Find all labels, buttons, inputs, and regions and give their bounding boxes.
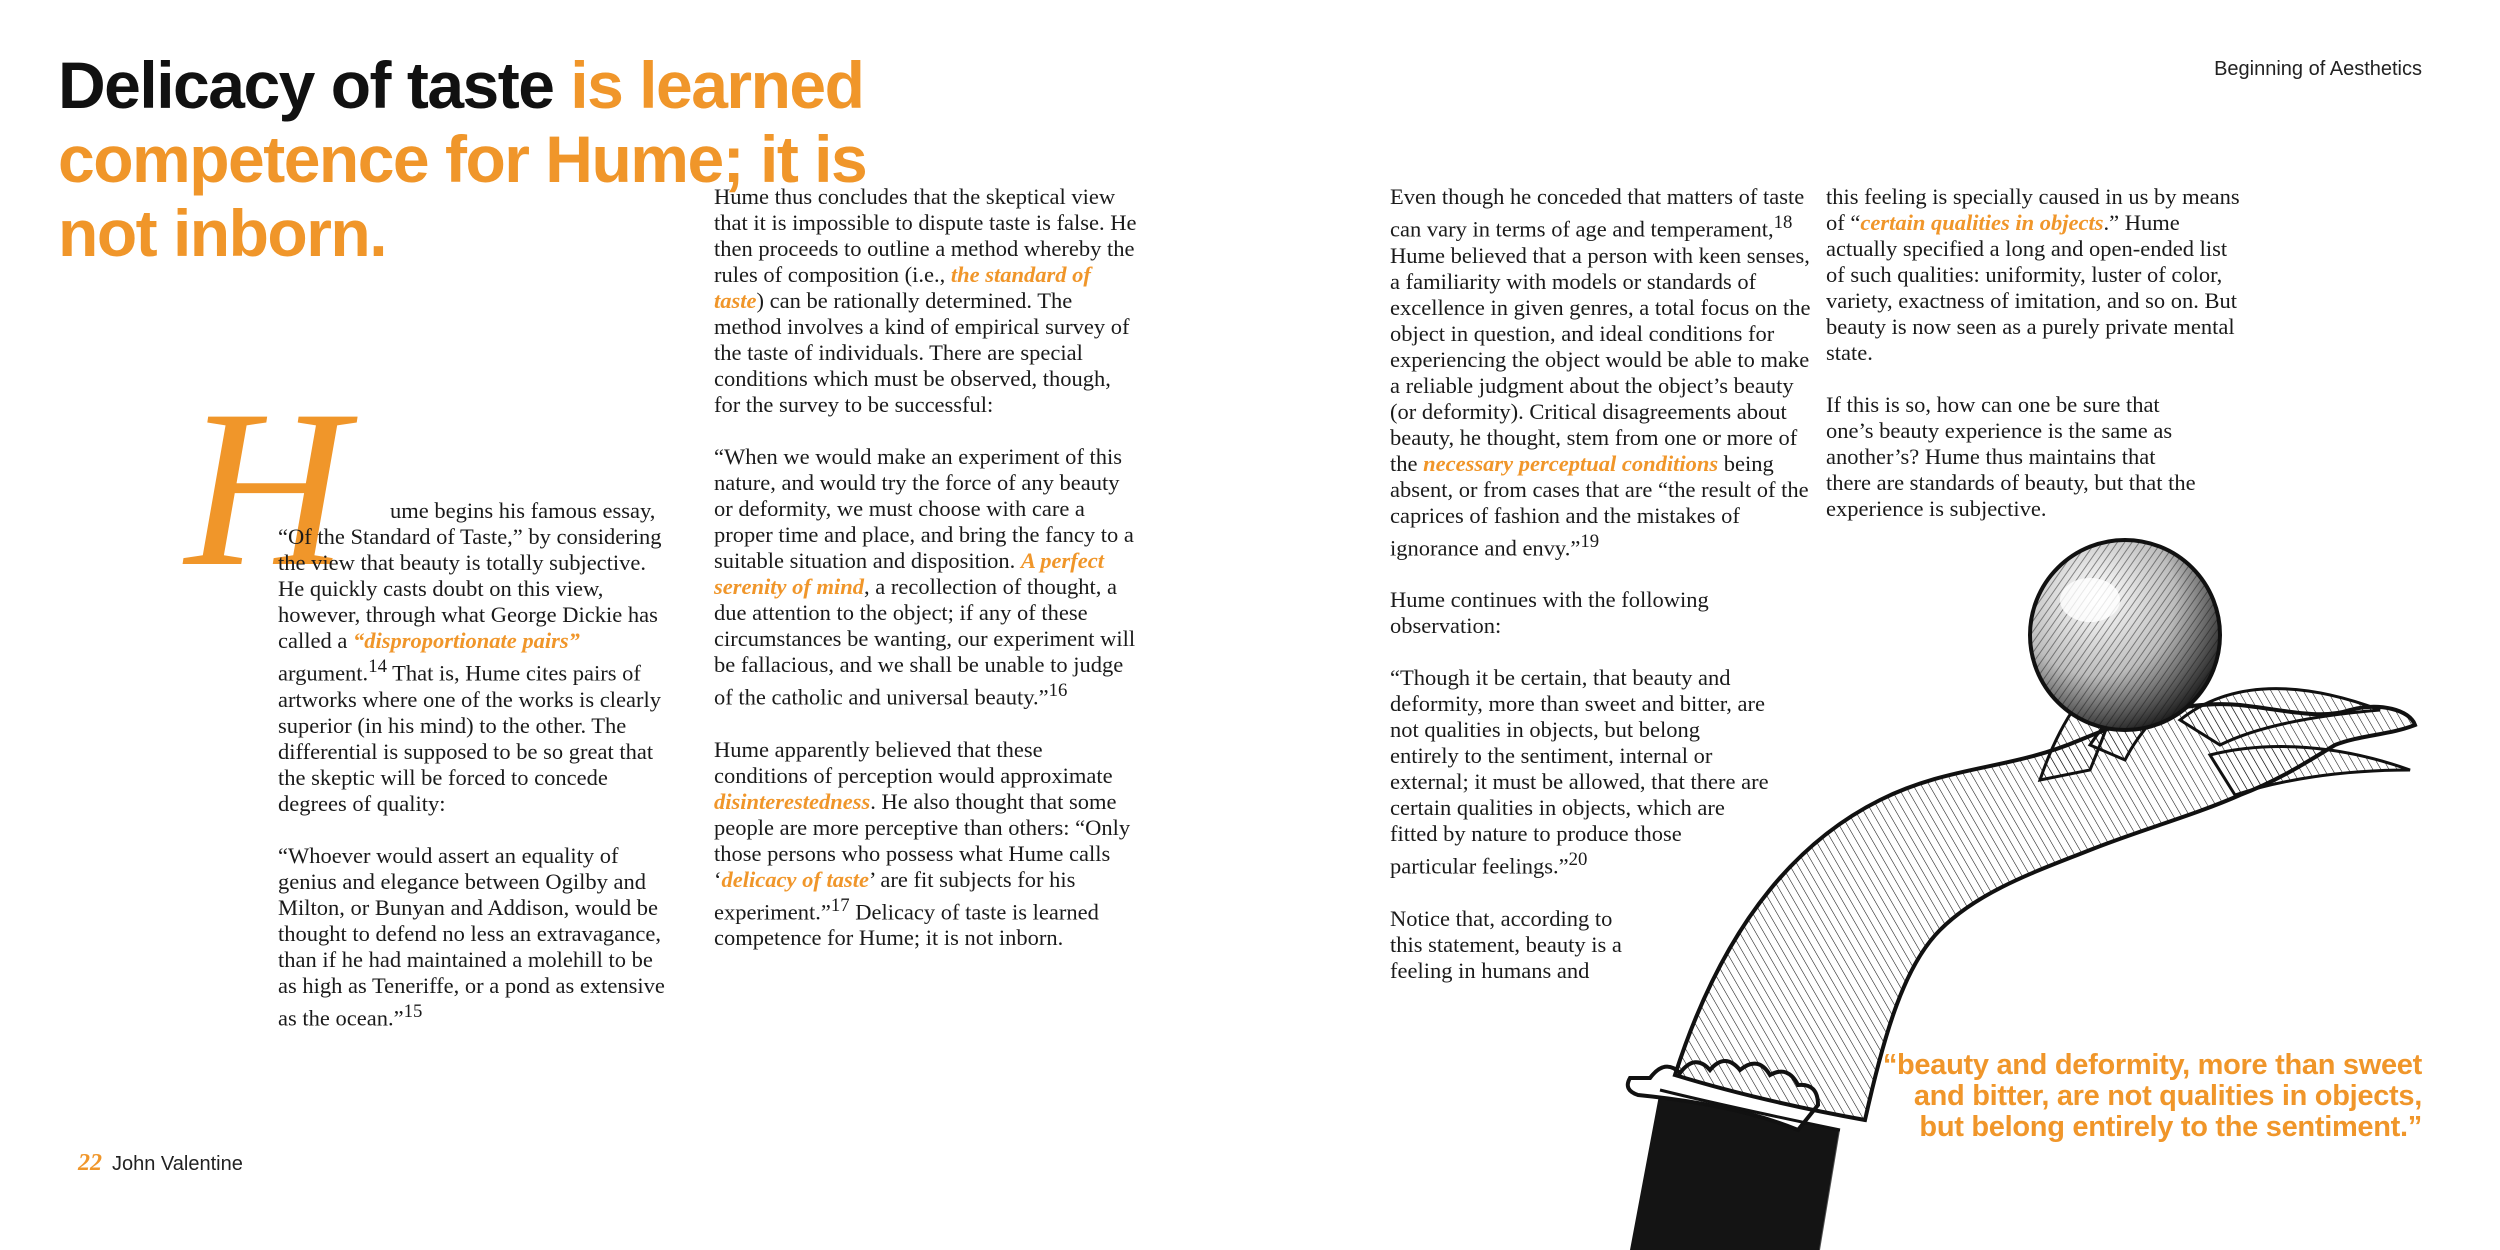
drop-cap: H (185, 363, 348, 613)
footnote-ref: 17 (830, 894, 850, 916)
text-run: ume begins his famous essay, “Of the Standard of Taste,” by considering the view that beauty is totally subjective. He quickly casts doubt on this view, however, through what George Dickie has called a (278, 498, 662, 653)
text-run: “Whoever would assert an equality of genius and elegance between Ogilby and Milton, or Bunyan and Addison, would be thought to defend no less an extravagance, than if he had maintained a molehill to be as high as Teneriffe, or a pond as extensive as the ocean.” (278, 842, 665, 1030)
paragraph (278, 498, 676, 817)
page-footer (78, 1150, 243, 1177)
text-run: ’ are fit subjects for his experiment.” (714, 866, 1076, 924)
paragraph: If this is so, how can one be sure that one’s beauty experience is the same as another’s? Hume thus maintains that there are standards of beauty, but that the experience is subjective. (1826, 392, 2196, 521)
highlight-term: the standard of taste (714, 262, 1091, 313)
footnote-ref: 20 (1568, 849, 1588, 870)
column-2 (714, 184, 1139, 951)
text-run: Even though he conceded that matters of taste can vary in terms of age and temperament, (1390, 184, 1805, 242)
text-run: “Though it be certain, that beauty and deformity, more than sweet and bitter, are not qualities in objects, but belong entirely to the sentiment, internal or external; it must be allowed, that there are certain qualities in objects, which are fitted by nature to produce those particular feelings.” (1390, 665, 1769, 879)
headline-orange: is learned competence for Hume; it is not inborn. (58, 48, 867, 270)
paragraph (1826, 184, 2241, 366)
paragraph (1390, 184, 1815, 561)
text-run: Delicacy of taste is learned competence for Hume; it is not inborn. (714, 899, 1099, 950)
highlight-term: disinterestedness (714, 788, 871, 814)
pull-quote: “beauty and deformity, more than sweet and bitter, are not qualities in objects, but belong entirely to the sentiment.” (1882, 1049, 2422, 1143)
highlight-term: A perfect serenity of mind (714, 548, 1104, 599)
text-run: Hume thus concludes that the skeptical view that it is impossible to dispute taste is false. He then proceeds to outline a method whereby the rules of composition (i.e., (714, 184, 1137, 287)
highlight-term: delicacy of taste (721, 866, 869, 892)
highlight-term: certain qualities in objects (1860, 210, 2104, 235)
footnote-ref: 16 (1048, 680, 1068, 701)
paragraph (714, 737, 1139, 952)
text-run: , a recollection of thought, a due attention to the object; if any of these circumstances be wanting, our experiment will be fallacious, and we shall be unable to judge of the catholic and universal beauty.” (714, 574, 1136, 710)
paragraph (714, 184, 1139, 418)
text-run: Hume believed that a person with keen senses, a familiarity with models or standards of excellence in given genres, a total focus on the object in question, and ideal conditions for experiencing the object would be able to make a reliable judgment about the object’s beauty (or deformity). Critical disagreements about beauty, he thought, stem from one or more of the (1390, 242, 1811, 476)
text-run: .” Hume actually specified a long and open-ended list of such qualities: uniformity, luster of color, variety, exactness of imitation, and so on. But beauty is now seen as a purely private mental state. (1826, 210, 2237, 365)
footnote-ref: 15 (403, 1000, 423, 1022)
text-run: ) can be rationally determined. The method involves a kind of empirical survey of the taste of individuals. There are special conditions which must be observed, though, for the survey to be successful: (714, 288, 1130, 417)
text-run: That is, Hume cites pairs of artworks where one of the works is clearly superior (in his mind) to the other. The differential is supposed to be so great that the skeptic will be forced to concede degrees of quality: (278, 660, 661, 816)
text-run: being absent, or from cases that are “the result of the caprices of fashion and the mistakes of ignorance and envy.” (1390, 450, 1809, 560)
column-4 (1826, 184, 2241, 522)
paragraph: Hume continues with the following observation: (1390, 587, 1709, 638)
highlight-term: necessary perceptual conditions (1423, 450, 1719, 476)
column-1 (278, 498, 676, 1031)
quote-paragraph (1390, 665, 1770, 880)
quote-paragraph (714, 444, 1139, 711)
text-run: . He also thought that some people are more perceptive than others: “Only those persons who possess what Hume calls ‘ (714, 788, 1131, 892)
text-run: this feeling is specially caused in us by means of “ (1826, 184, 2240, 235)
running-head: Beginning of Aesthetics (2214, 58, 2422, 80)
paragraph: Notice that, according to this statement, beauty is a feeling in humans and (1390, 905, 1622, 983)
text-run: argument. (278, 660, 369, 686)
column-3 (1390, 184, 1815, 984)
author-name: John Valentine (112, 1153, 243, 1175)
text-run: Hume apparently believed that these conditions of perception would approximate (714, 736, 1113, 788)
footnote-ref: 14 (368, 656, 387, 677)
page-number: 22 (78, 1150, 102, 1176)
text-run: “When we would make an experiment of this nature, and would try the force of any beauty or deformity, we must choose with care a proper time and place, and bring the fancy to a suitable situation and disposition. (714, 444, 1134, 573)
headline-dark: Delicacy of taste (58, 48, 554, 122)
highlight-term: “disproportionate pairs” (352, 628, 580, 653)
footnote-ref: 19 (1580, 530, 1600, 552)
footnote-ref: 18 (1773, 212, 1793, 233)
quote-paragraph (278, 843, 676, 1032)
